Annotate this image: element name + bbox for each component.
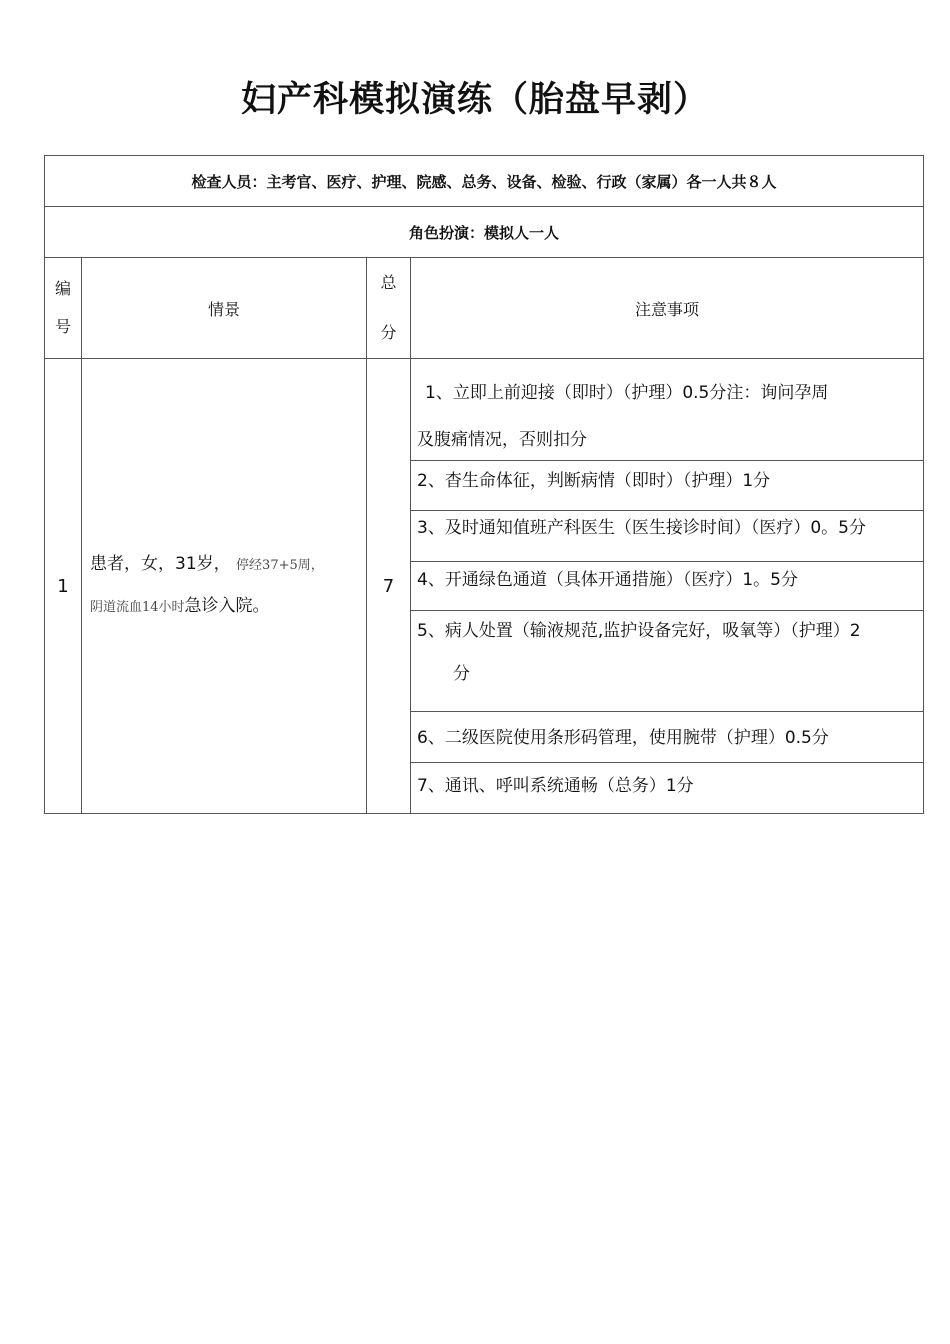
role-play-cell: 角色扮演：模拟人一人 bbox=[45, 207, 924, 258]
scenario-text-3: 阴道流血14小时 bbox=[90, 600, 185, 615]
note-item-6: 6、二级医院使用条形码管理，使用腕带（护理）0.5分 bbox=[411, 712, 923, 763]
note-5-line-2: 分 bbox=[453, 664, 470, 684]
drill-table bbox=[44, 155, 924, 814]
row-number: 1 bbox=[45, 359, 82, 814]
table-row bbox=[45, 359, 924, 814]
inspectors-cell: 检查人员：主考官、医疗、护理、院感、总务、设备、检验、行政（家属）各一人共８人 bbox=[45, 156, 924, 207]
total-header-char-2: 分 bbox=[380, 323, 397, 342]
number-header-char-2: 号 bbox=[54, 317, 71, 336]
note-item-2: 2、杳生命体征，判断病情（即时）（护理）1分 bbox=[411, 461, 923, 511]
total-column-header bbox=[367, 258, 411, 359]
note-1-line-1: 1、立即上前迎接（即时）（护理）0.5分注：询问孕周 bbox=[425, 383, 829, 403]
total-header-char-1: 总 bbox=[380, 273, 397, 292]
note-item-4: 4、开通绿色通道（具体开通措施）（医疗）1。5分 bbox=[411, 562, 923, 611]
row-total: 7 bbox=[367, 359, 411, 814]
scenario-text-1: 患者，女，31岁， bbox=[90, 554, 231, 574]
role-play-row bbox=[45, 207, 924, 258]
notes-column-header: 注意事项 bbox=[411, 258, 924, 359]
scenario-column-header: 情景 bbox=[82, 258, 367, 359]
number-header-char-1: 编 bbox=[54, 279, 71, 298]
page-title: 妇产科模拟演练（胎盘早剥） bbox=[240, 80, 709, 120]
note-5-line-1: 5、病人处置（输液规范,监护设备完好，吸氧等）（护理）2 bbox=[417, 621, 861, 641]
note-1-line-2: 及腹痛情况，否则扣分 bbox=[417, 430, 587, 450]
scenario-text-4: 急诊入院。 bbox=[184, 596, 270, 616]
note-item-3: 3、及时通知值班产科医生（医生接诊时间）（医疗）0。5分 bbox=[411, 511, 923, 562]
scenario-text-2: 停经37+5周， bbox=[236, 558, 324, 573]
inspectors-row bbox=[45, 156, 924, 207]
scenario-gap bbox=[90, 578, 358, 594]
number-column-header bbox=[45, 258, 82, 359]
column-header-row bbox=[45, 258, 924, 359]
scenario-cell bbox=[82, 359, 367, 814]
notes-cell bbox=[411, 359, 924, 814]
note-item-1 bbox=[411, 359, 923, 461]
note-item-5 bbox=[411, 611, 923, 712]
note-item-7: 7、通讯、呼叫系统通畅（总务）1分 bbox=[417, 776, 694, 796]
